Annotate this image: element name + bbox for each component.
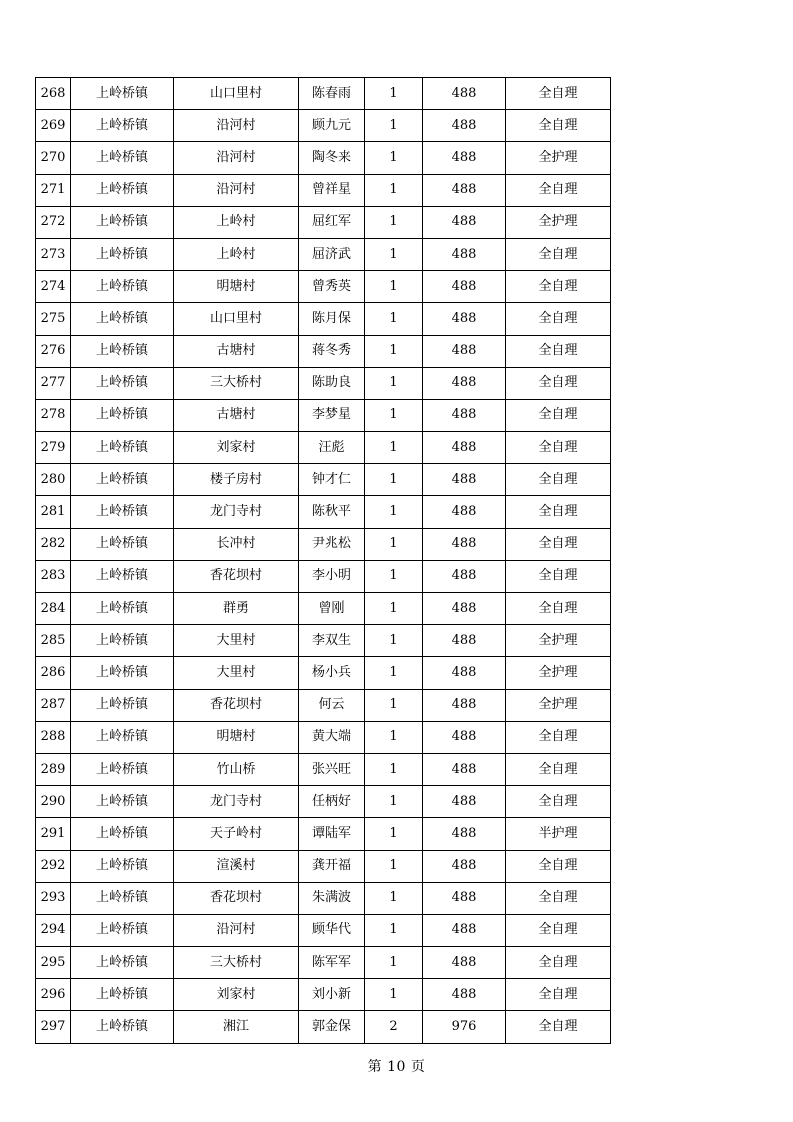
row-number-cell: 289 xyxy=(36,753,71,785)
table-row xyxy=(36,625,611,657)
village-cell: 山口里村 xyxy=(174,303,299,335)
table-row xyxy=(36,303,611,335)
amount-cell: 488 xyxy=(423,657,506,689)
row-number-cell: 294 xyxy=(36,914,71,946)
count-cell: 1 xyxy=(365,657,423,689)
table-body xyxy=(36,78,611,1044)
amount-cell: 488 xyxy=(423,753,506,785)
care-type-cell: 全自理 xyxy=(506,914,611,946)
village-cell: 楼子房村 xyxy=(174,464,299,496)
name-cell: 屈红军 xyxy=(299,206,365,238)
table-row xyxy=(36,882,611,914)
amount-cell: 488 xyxy=(423,882,506,914)
amount-cell: 488 xyxy=(423,914,506,946)
town-cell: 上岭桥镇 xyxy=(71,1011,174,1043)
town-cell: 上岭桥镇 xyxy=(71,625,174,657)
row-number-cell: 273 xyxy=(36,238,71,270)
name-cell: 朱满波 xyxy=(299,882,365,914)
row-number-cell: 281 xyxy=(36,496,71,528)
count-cell: 1 xyxy=(365,367,423,399)
amount-cell: 488 xyxy=(423,496,506,528)
table-row xyxy=(36,979,611,1011)
care-type-cell: 全自理 xyxy=(506,753,611,785)
town-cell: 上岭桥镇 xyxy=(71,78,174,110)
name-cell: 陈春雨 xyxy=(299,78,365,110)
row-number-cell: 297 xyxy=(36,1011,71,1043)
name-cell: 陶冬来 xyxy=(299,142,365,174)
town-cell: 上岭桥镇 xyxy=(71,238,174,270)
row-number-cell: 280 xyxy=(36,464,71,496)
amount-cell: 488 xyxy=(423,335,506,367)
name-cell: 李双生 xyxy=(299,625,365,657)
care-type-cell: 全自理 xyxy=(506,786,611,818)
name-cell: 陈秋平 xyxy=(299,496,365,528)
care-type-cell: 全自理 xyxy=(506,560,611,592)
count-cell: 1 xyxy=(365,238,423,270)
care-type-cell: 半护理 xyxy=(506,818,611,850)
village-cell: 刘家村 xyxy=(174,432,299,464)
town-cell: 上岭桥镇 xyxy=(71,657,174,689)
row-number-cell: 269 xyxy=(36,110,71,142)
count-cell: 1 xyxy=(365,335,423,367)
name-cell: 蒋冬秀 xyxy=(299,335,365,367)
count-cell: 1 xyxy=(365,560,423,592)
village-cell: 沿河村 xyxy=(174,110,299,142)
amount-cell: 488 xyxy=(423,238,506,270)
row-number-cell: 271 xyxy=(36,174,71,206)
table-row xyxy=(36,78,611,110)
data-table xyxy=(35,77,611,1044)
table-row xyxy=(36,657,611,689)
name-cell: 陈月保 xyxy=(299,303,365,335)
table-row xyxy=(36,496,611,528)
table-row xyxy=(36,142,611,174)
name-cell: 钟才仁 xyxy=(299,464,365,496)
town-cell: 上岭桥镇 xyxy=(71,271,174,303)
village-cell: 明塘村 xyxy=(174,271,299,303)
amount-cell: 488 xyxy=(423,271,506,303)
row-number-cell: 290 xyxy=(36,786,71,818)
care-type-cell: 全自理 xyxy=(506,238,611,270)
amount-cell: 488 xyxy=(423,464,506,496)
amount-cell: 488 xyxy=(423,689,506,721)
care-type-cell: 全自理 xyxy=(506,432,611,464)
village-cell: 明塘村 xyxy=(174,721,299,753)
name-cell: 顾华代 xyxy=(299,914,365,946)
table-row xyxy=(36,786,611,818)
amount-cell: 488 xyxy=(423,399,506,431)
count-cell: 1 xyxy=(365,399,423,431)
town-cell: 上岭桥镇 xyxy=(71,399,174,431)
count-cell: 1 xyxy=(365,947,423,979)
count-cell: 1 xyxy=(365,528,423,560)
count-cell: 1 xyxy=(365,110,423,142)
name-cell: 谭陆军 xyxy=(299,818,365,850)
town-cell: 上岭桥镇 xyxy=(71,464,174,496)
village-cell: 湘江 xyxy=(174,1011,299,1043)
table-row xyxy=(36,593,611,625)
name-cell: 陈助良 xyxy=(299,367,365,399)
village-cell: 沿河村 xyxy=(174,174,299,206)
care-type-cell: 全自理 xyxy=(506,367,611,399)
row-number-cell: 276 xyxy=(36,335,71,367)
name-cell: 郭金保 xyxy=(299,1011,365,1043)
row-number-cell: 277 xyxy=(36,367,71,399)
count-cell: 1 xyxy=(365,496,423,528)
village-cell: 大里村 xyxy=(174,657,299,689)
care-type-cell: 全自理 xyxy=(506,110,611,142)
village-cell: 大里村 xyxy=(174,625,299,657)
count-cell: 2 xyxy=(365,1011,423,1043)
row-number-cell: 274 xyxy=(36,271,71,303)
row-number-cell: 272 xyxy=(36,206,71,238)
table-row xyxy=(36,528,611,560)
row-number-cell: 296 xyxy=(36,979,71,1011)
town-cell: 上岭桥镇 xyxy=(71,174,174,206)
care-type-cell: 全自理 xyxy=(506,979,611,1011)
table-row xyxy=(36,753,611,785)
amount-cell: 488 xyxy=(423,110,506,142)
town-cell: 上岭桥镇 xyxy=(71,303,174,335)
town-cell: 上岭桥镇 xyxy=(71,850,174,882)
name-cell: 任柄好 xyxy=(299,786,365,818)
amount-cell: 488 xyxy=(423,78,506,110)
row-number-cell: 275 xyxy=(36,303,71,335)
amount-cell: 488 xyxy=(423,593,506,625)
row-number-cell: 285 xyxy=(36,625,71,657)
care-type-cell: 全自理 xyxy=(506,464,611,496)
amount-cell: 488 xyxy=(423,850,506,882)
count-cell: 1 xyxy=(365,432,423,464)
village-cell: 龙门寺村 xyxy=(174,496,299,528)
town-cell: 上岭桥镇 xyxy=(71,818,174,850)
row-number-cell: 282 xyxy=(36,528,71,560)
count-cell: 1 xyxy=(365,303,423,335)
village-cell: 龙门寺村 xyxy=(174,786,299,818)
name-cell: 曾秀英 xyxy=(299,271,365,303)
care-type-cell: 全自理 xyxy=(506,174,611,206)
row-number-cell: 283 xyxy=(36,560,71,592)
row-number-cell: 293 xyxy=(36,882,71,914)
amount-cell: 488 xyxy=(423,979,506,1011)
care-type-cell: 全自理 xyxy=(506,528,611,560)
count-cell: 1 xyxy=(365,206,423,238)
table-row xyxy=(36,432,611,464)
row-number-cell: 292 xyxy=(36,850,71,882)
count-cell: 1 xyxy=(365,593,423,625)
care-type-cell: 全护理 xyxy=(506,689,611,721)
village-cell: 长冲村 xyxy=(174,528,299,560)
count-cell: 1 xyxy=(365,625,423,657)
name-cell: 张兴旺 xyxy=(299,753,365,785)
care-type-cell: 全自理 xyxy=(506,496,611,528)
name-cell: 刘小新 xyxy=(299,979,365,1011)
care-type-cell: 全自理 xyxy=(506,882,611,914)
count-cell: 1 xyxy=(365,850,423,882)
town-cell: 上岭桥镇 xyxy=(71,142,174,174)
table-row xyxy=(36,206,611,238)
village-cell: 三大桥村 xyxy=(174,947,299,979)
care-type-cell: 全自理 xyxy=(506,850,611,882)
town-cell: 上岭桥镇 xyxy=(71,721,174,753)
care-type-cell: 全自理 xyxy=(506,271,611,303)
row-number-cell: 291 xyxy=(36,818,71,850)
name-cell: 曾刚 xyxy=(299,593,365,625)
town-cell: 上岭桥镇 xyxy=(71,206,174,238)
town-cell: 上岭桥镇 xyxy=(71,882,174,914)
table-row xyxy=(36,560,611,592)
count-cell: 1 xyxy=(365,142,423,174)
name-cell: 陈军军 xyxy=(299,947,365,979)
row-number-cell: 288 xyxy=(36,721,71,753)
amount-cell: 488 xyxy=(423,432,506,464)
table-row xyxy=(36,850,611,882)
village-cell: 古塘村 xyxy=(174,335,299,367)
count-cell: 1 xyxy=(365,786,423,818)
amount-cell: 488 xyxy=(423,721,506,753)
row-number-cell: 268 xyxy=(36,78,71,110)
row-number-cell: 295 xyxy=(36,947,71,979)
care-type-cell: 全自理 xyxy=(506,303,611,335)
row-number-cell: 279 xyxy=(36,432,71,464)
table-row xyxy=(36,271,611,303)
table-row xyxy=(36,689,611,721)
row-number-cell: 278 xyxy=(36,399,71,431)
name-cell: 屈济武 xyxy=(299,238,365,270)
care-type-cell: 全护理 xyxy=(506,142,611,174)
town-cell: 上岭桥镇 xyxy=(71,979,174,1011)
table-row xyxy=(36,721,611,753)
table-row xyxy=(36,367,611,399)
care-type-cell: 全自理 xyxy=(506,78,611,110)
count-cell: 1 xyxy=(365,271,423,303)
village-cell: 上岭村 xyxy=(174,238,299,270)
count-cell: 1 xyxy=(365,721,423,753)
count-cell: 1 xyxy=(365,882,423,914)
village-cell: 香花坝村 xyxy=(174,560,299,592)
count-cell: 1 xyxy=(365,689,423,721)
amount-cell: 488 xyxy=(423,528,506,560)
amount-cell: 488 xyxy=(423,786,506,818)
village-cell: 沿河村 xyxy=(174,142,299,174)
count-cell: 1 xyxy=(365,753,423,785)
town-cell: 上岭桥镇 xyxy=(71,432,174,464)
town-cell: 上岭桥镇 xyxy=(71,753,174,785)
town-cell: 上岭桥镇 xyxy=(71,689,174,721)
name-cell: 李梦星 xyxy=(299,399,365,431)
name-cell: 李小明 xyxy=(299,560,365,592)
count-cell: 1 xyxy=(365,78,423,110)
row-number-cell: 284 xyxy=(36,593,71,625)
village-cell: 渲溪村 xyxy=(174,850,299,882)
town-cell: 上岭桥镇 xyxy=(71,335,174,367)
amount-cell: 488 xyxy=(423,142,506,174)
village-cell: 群勇 xyxy=(174,593,299,625)
town-cell: 上岭桥镇 xyxy=(71,593,174,625)
care-type-cell: 全自理 xyxy=(506,335,611,367)
table-row xyxy=(36,914,611,946)
page-number: 第 10 页 xyxy=(367,1059,426,1075)
name-cell: 黄大端 xyxy=(299,721,365,753)
village-cell: 上岭村 xyxy=(174,206,299,238)
count-cell: 1 xyxy=(365,818,423,850)
town-cell: 上岭桥镇 xyxy=(71,560,174,592)
name-cell: 尹兆松 xyxy=(299,528,365,560)
town-cell: 上岭桥镇 xyxy=(71,914,174,946)
town-cell: 上岭桥镇 xyxy=(71,528,174,560)
name-cell: 杨小兵 xyxy=(299,657,365,689)
table-row xyxy=(36,238,611,270)
town-cell: 上岭桥镇 xyxy=(71,947,174,979)
count-cell: 1 xyxy=(365,464,423,496)
town-cell: 上岭桥镇 xyxy=(71,496,174,528)
table-row xyxy=(36,947,611,979)
village-cell: 古塘村 xyxy=(174,399,299,431)
table-row xyxy=(36,335,611,367)
amount-cell: 488 xyxy=(423,303,506,335)
village-cell: 天子岭村 xyxy=(174,818,299,850)
care-type-cell: 全护理 xyxy=(506,625,611,657)
count-cell: 1 xyxy=(365,914,423,946)
care-type-cell: 全护理 xyxy=(506,657,611,689)
amount-cell: 488 xyxy=(423,367,506,399)
table-row xyxy=(36,464,611,496)
care-type-cell: 全自理 xyxy=(506,947,611,979)
amount-cell: 488 xyxy=(423,174,506,206)
row-number-cell: 286 xyxy=(36,657,71,689)
row-number-cell: 287 xyxy=(36,689,71,721)
care-type-cell: 全护理 xyxy=(506,206,611,238)
village-cell: 香花坝村 xyxy=(174,882,299,914)
village-cell: 刘家村 xyxy=(174,979,299,1011)
table-row xyxy=(36,174,611,206)
amount-cell: 976 xyxy=(423,1011,506,1043)
village-cell: 三大桥村 xyxy=(174,367,299,399)
village-cell: 竹山桥 xyxy=(174,753,299,785)
name-cell: 龚开福 xyxy=(299,850,365,882)
care-type-cell: 全自理 xyxy=(506,1011,611,1043)
name-cell: 汪彪 xyxy=(299,432,365,464)
village-cell: 香花坝村 xyxy=(174,689,299,721)
amount-cell: 488 xyxy=(423,206,506,238)
town-cell: 上岭桥镇 xyxy=(71,786,174,818)
care-type-cell: 全自理 xyxy=(506,721,611,753)
care-type-cell: 全自理 xyxy=(506,593,611,625)
amount-cell: 488 xyxy=(423,947,506,979)
town-cell: 上岭桥镇 xyxy=(71,110,174,142)
table-row xyxy=(36,818,611,850)
amount-cell: 488 xyxy=(423,818,506,850)
care-type-cell: 全自理 xyxy=(506,399,611,431)
count-cell: 1 xyxy=(365,174,423,206)
table-row xyxy=(36,110,611,142)
village-cell: 山口里村 xyxy=(174,78,299,110)
name-cell: 何云 xyxy=(299,689,365,721)
count-cell: 1 xyxy=(365,979,423,1011)
amount-cell: 488 xyxy=(423,560,506,592)
name-cell: 曾祥星 xyxy=(299,174,365,206)
town-cell: 上岭桥镇 xyxy=(71,367,174,399)
name-cell: 顾九元 xyxy=(299,110,365,142)
table-row xyxy=(36,399,611,431)
village-cell: 沿河村 xyxy=(174,914,299,946)
row-number-cell: 270 xyxy=(36,142,71,174)
table-row xyxy=(36,1011,611,1043)
amount-cell: 488 xyxy=(423,625,506,657)
